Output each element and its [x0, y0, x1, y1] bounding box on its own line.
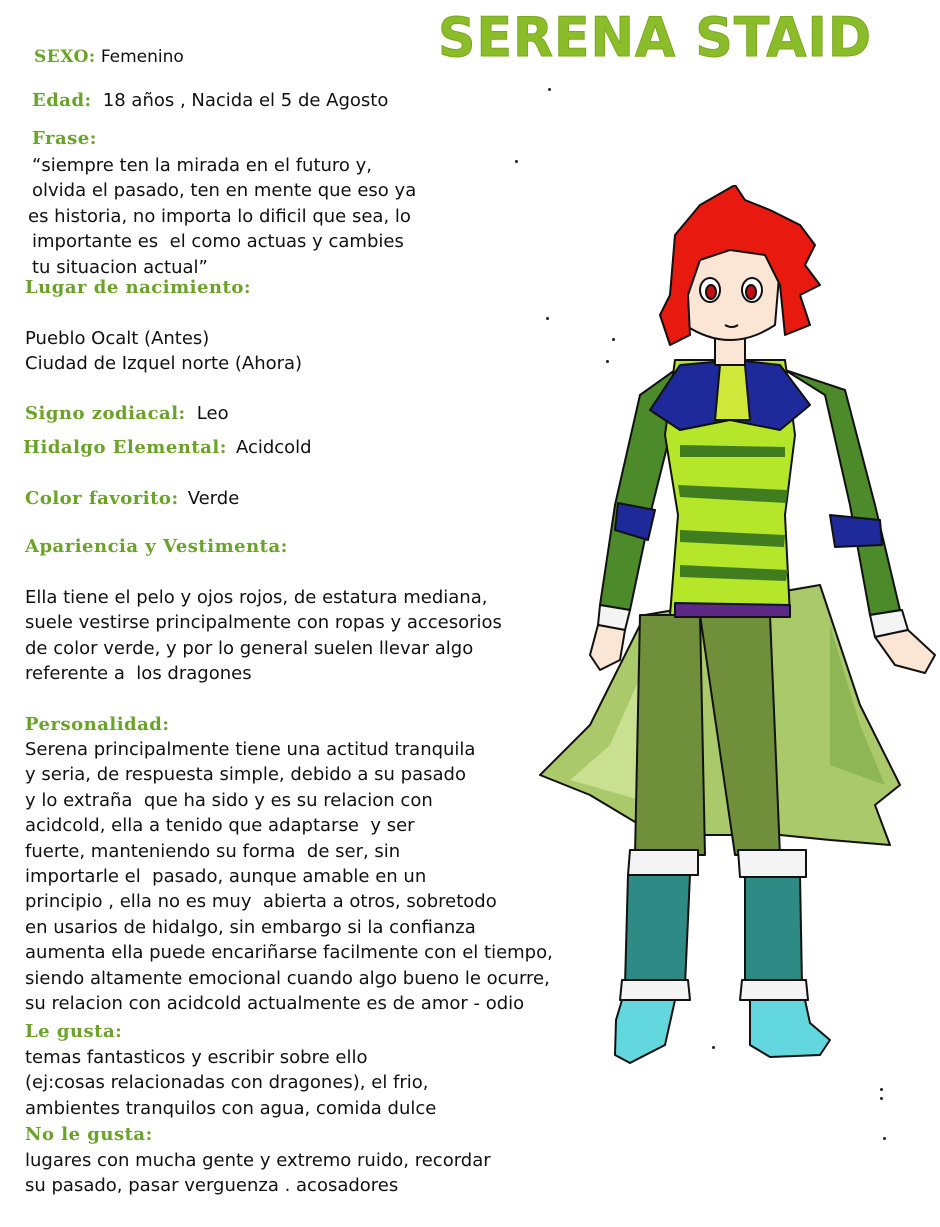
lugar-text — [25, 326, 302, 377]
personalidad-text — [25, 737, 553, 1016]
signo-row — [25, 403, 229, 424]
frase-line: importante es el como actuas y cambies — [32, 231, 404, 253]
frase-line: es historia, no importa lo dificil que sea, lo — [28, 205, 411, 227]
personalidad-line: acidcold, ella a tenido que adaptarse y ser — [25, 815, 415, 837]
stray-dot — [880, 1088, 883, 1091]
frase-text — [28, 153, 417, 280]
color-label: Color favorito: — [25, 488, 179, 509]
le-gusta-line: (ej:cosas relacionadas con dragones), el frio, — [25, 1072, 429, 1094]
color-row — [25, 488, 239, 509]
color-value: Verde — [187, 488, 240, 509]
frase-line: tu situacion actual” — [32, 256, 208, 278]
hidalgo-value: Acidcold — [235, 437, 312, 458]
apariencia-line: referente a los dragones — [25, 663, 252, 685]
stray-dot — [880, 1097, 883, 1100]
stray-dot — [883, 1137, 886, 1140]
no-le-gusta-line: lugares con mucha gente y extremo ruido, recordar — [25, 1150, 491, 1171]
lugar-label: Lugar de nacimiento: — [25, 277, 251, 298]
edad-row — [32, 90, 388, 111]
hidalgo-label: Hidalgo Elemental: — [23, 437, 227, 458]
sexo-row — [34, 47, 184, 67]
personalidad-line: y lo extraña que ha sido y es su relacion con — [25, 789, 433, 811]
personalidad-line: en usarios de hidalgo, sin embargo si la confianza — [25, 916, 476, 938]
frase-line: “siempre ten la mirada en el futuro y, — [32, 155, 373, 176]
personalidad-line: su relacion con acidcold actualmente es de amor - odio — [25, 993, 525, 1015]
personalidad-line: siendo altamente emocional cuando algo bueno le ocurre, — [25, 967, 550, 989]
lugar-line: Pueblo Ocalt (Antes) — [25, 328, 210, 349]
no-le-gusta-text — [25, 1148, 491, 1199]
character-illustration — [530, 185, 938, 1070]
character-title: SERENA STAID — [438, 6, 873, 70]
le-gusta-line: ambientes tranquilos con agua, comida dulce — [25, 1097, 437, 1119]
stray-dot — [548, 88, 551, 91]
signo-value: Leo — [196, 403, 229, 424]
apariencia-text — [25, 585, 502, 687]
apariencia-line: de color verde, y por lo general suelen llevar algo — [25, 637, 474, 659]
personalidad-line: y seria, de respuesta simple, debido a su pasado — [25, 764, 466, 786]
apariencia-line: suele vestirse principalmente con ropas y accesorios — [25, 612, 502, 634]
personalidad-line: principio , ella no es muy abierta a otros, sobretodo — [25, 891, 497, 913]
personalidad-line: importarle el pasado, aunque amable en un — [25, 866, 427, 888]
stray-dot — [515, 160, 518, 163]
apariencia-line: Ella tiene el pelo y ojos rojos, de estatura mediana, — [25, 587, 488, 608]
personalidad-line: aumenta ella puede encariñarse facilmente con el tiempo, — [25, 942, 553, 964]
lugar-line: Ciudad de Izquel norte (Ahora) — [25, 353, 303, 375]
personalidad-line: fuerte, manteniendo su forma de ser, sin — [25, 840, 401, 862]
no-le-gusta-label: No le gusta: — [25, 1124, 153, 1145]
edad-value: 18 años , Nacida el 5 de Agosto — [102, 90, 389, 111]
sexo-label: SEXO: — [34, 47, 96, 67]
hidalgo-row — [23, 437, 312, 458]
le-gusta-text — [25, 1045, 436, 1121]
edad-label: Edad: — [32, 90, 92, 111]
sexo-value: Femenino — [100, 47, 184, 67]
personalidad-label: Personalidad: — [25, 714, 170, 735]
apariencia-label: Apariencia y Vestimenta: — [25, 536, 288, 557]
le-gusta-label: Le gusta: — [25, 1021, 123, 1042]
signo-label: Signo zodiacal: — [25, 403, 186, 424]
personalidad-line: Serena principalmente tiene una actitud tranquila — [25, 739, 476, 760]
frase-label: Frase: — [32, 128, 97, 149]
frase-line: olvida el pasado, ten en mente que eso ya — [32, 180, 417, 202]
le-gusta-line: temas fantasticos y escribir sobre ello — [25, 1047, 368, 1068]
no-le-gusta-line: su pasado, pasar verguenza . acosadores — [25, 1175, 399, 1197]
